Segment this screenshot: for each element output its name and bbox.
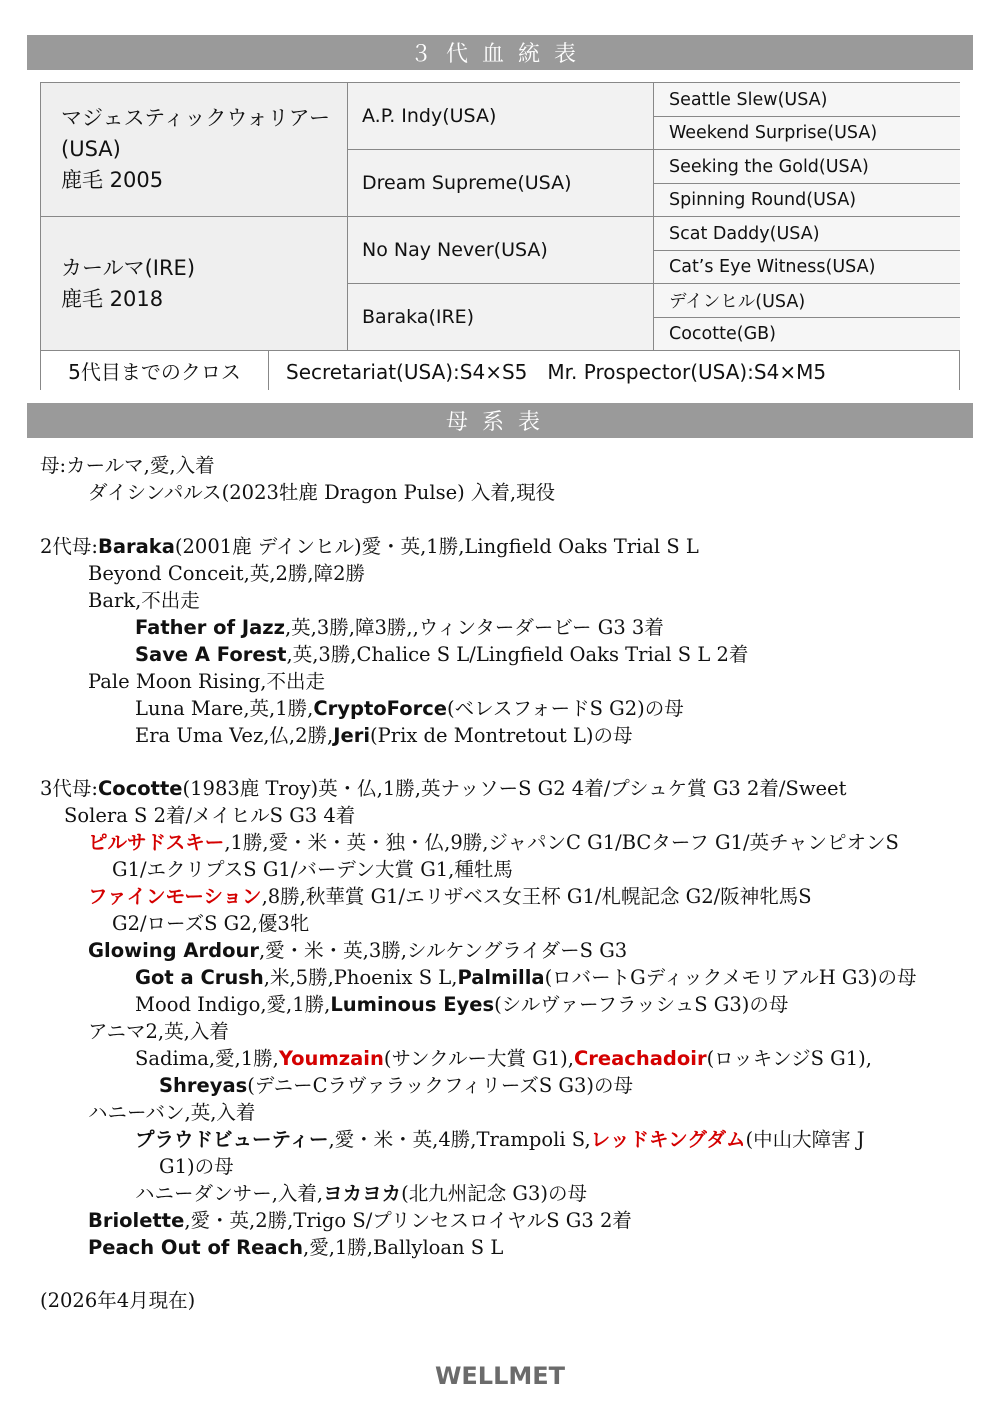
sire-origin: (USA) [61, 137, 121, 161]
dam-sire-cell [348, 217, 654, 284]
line-text: G1)の母 [159, 1155, 234, 1178]
horse-name: Glowing Ardour [88, 939, 259, 962]
horse-name: Briolette [88, 1209, 185, 1232]
horse-name: プラウドビューティー [135, 1128, 329, 1151]
g3-cell [654, 284, 960, 318]
family-line [135, 612, 664, 640]
g3-name: Seeking the Gold(USA) [669, 156, 869, 177]
line-text: (2001鹿 デインヒル)愛・英,1勝,Lingfield Oaks Trial S L [174, 535, 699, 558]
sire-dam-cell [348, 150, 654, 217]
line-text: (2026年4月現在) [40, 1289, 196, 1312]
cross-label: 5代目までのクロス [41, 351, 269, 390]
horse-name: Baraka [97, 535, 175, 558]
horse-name: レッドキングダム [590, 1128, 746, 1151]
g3-cell [654, 318, 960, 351]
line-text: ハニーダンサー,入着, [135, 1182, 324, 1205]
horse-name: Palmilla [457, 966, 545, 989]
g3-cell [654, 251, 960, 284]
family-line [88, 1097, 255, 1125]
pedigree-section-title: ３代血統表 [409, 42, 590, 67]
line-text: 2代母: [40, 535, 98, 558]
line-text: G2/ローズS G2,優3牝 [112, 912, 310, 935]
g3-cell [654, 117, 960, 150]
line-text: ,愛,1勝,Ballyloan S L [303, 1236, 504, 1259]
line-text: (シルヴァーフラッシュS G3)の母 [494, 993, 789, 1016]
line-text: ハニーバン,英,入着 [88, 1101, 256, 1124]
horse-name: Luminous Eyes [330, 993, 495, 1016]
g3-name: Spinning Round(USA) [669, 190, 857, 210]
line-text: Sadima,愛,1勝, [135, 1047, 279, 1070]
family-line [159, 1151, 234, 1179]
g3-name: Seattle Slew(USA) [669, 89, 828, 110]
pedigree-table [40, 82, 960, 390]
g3-name: Weekend Surprise(USA) [669, 123, 878, 143]
family-line [135, 1178, 587, 1206]
horse-name: ファインモーション [88, 885, 262, 908]
line-text: (1983鹿 Troy)英・仏,1勝,英ナッソーS G2 4着/プシュケ賞 G3 2着/Sweet [182, 777, 847, 800]
family-line [88, 477, 555, 505]
family-line [88, 1016, 229, 1044]
dam-sire-name: No Nay Never(USA) [362, 239, 548, 261]
family-line [135, 1043, 872, 1071]
line-text: Solera S 2着/メイヒルS G3 4着 [64, 804, 356, 827]
family-line [112, 854, 513, 882]
family-line [64, 800, 355, 828]
family-section-header [27, 403, 973, 438]
line-text: ,英,3勝,障3勝,,ウィンターダービー G3 3着 [284, 616, 664, 639]
family-line [88, 558, 365, 586]
sire-cell [41, 83, 348, 217]
cross-value: Secretariat(USA):S4×S5 Mr. Prospector(USA):S4×M5 [286, 360, 827, 384]
family-section-title: 母系表 [445, 410, 554, 435]
line-text: (北九州記念 G3)の母 [401, 1182, 588, 1205]
family-line [88, 1205, 632, 1233]
g3-name: デインヒル(USA) [669, 292, 806, 312]
dam-cell [41, 217, 348, 351]
horse-name: Cocotte [97, 777, 183, 800]
g3-name: Cat’s Eye Witness(USA) [669, 257, 876, 277]
as-of-date [40, 1285, 195, 1313]
line-text: (デニーCラヴァラックフィリーズS G3)の母 [247, 1074, 634, 1097]
line-text: Era Uma Vez,仏,2勝, [135, 724, 334, 747]
line-text: 母:カールマ,愛,入着 [40, 454, 215, 477]
dam-coat-year: 鹿毛 2018 [61, 286, 164, 311]
line-text: (中山大障害 J [745, 1128, 865, 1151]
line-text: ,愛・米・英,4勝,Trampoli S, [328, 1128, 591, 1151]
line-text: Bark,不出走 [88, 589, 200, 612]
wellmet-logo: WELLMET [434, 1362, 566, 1390]
cross-row [41, 351, 959, 390]
family-line [88, 935, 627, 963]
line-text: (サンクルー大賞 G1), [383, 1047, 574, 1070]
sire-sire-name: A.P. Indy(USA) [362, 105, 497, 127]
family-line [112, 908, 309, 936]
family-line [88, 585, 200, 613]
horse-name: CryptoForce [313, 697, 448, 720]
family-line [88, 1232, 503, 1260]
g3-cell [654, 150, 960, 184]
sire-sire-cell [348, 83, 654, 150]
family-line [135, 962, 917, 990]
family-line [135, 639, 748, 667]
dam-dam-cell [348, 284, 654, 351]
sire-coat-year: 鹿毛 2005 [61, 168, 164, 192]
family-line [40, 773, 846, 801]
line-text: アニマ2,英,入着 [88, 1020, 229, 1043]
horse-name: Got a Crush [135, 966, 264, 989]
g3-name: Cocotte(GB) [669, 324, 776, 344]
line-text: ,愛・米・英,3勝,シルケングライダーS G3 [258, 939, 628, 962]
horse-name: Peach Out of Reach [88, 1236, 303, 1259]
line-text: (ロバートGディックメモリアルH G3)の母 [544, 966, 917, 989]
family-line [135, 693, 684, 721]
horse-name: Father of Jazz [135, 616, 285, 639]
line-text: Luna Mare,英,1勝, [135, 697, 314, 720]
family-line [135, 989, 788, 1017]
g3-cell [654, 217, 960, 251]
dam-name: カールマ(IRE) [61, 255, 196, 280]
line-text: ダイシンパルス(2023牡鹿 Dragon Pulse) 入着,現役 [88, 481, 556, 504]
line-text: Beyond Conceit,英,2勝,障2勝 [88, 562, 366, 585]
line-text: (Prix de Montretout L)の母 [370, 724, 633, 747]
line-text: (ロッキンジS G1), [706, 1047, 872, 1070]
family-line [159, 1070, 633, 1098]
g3-name: Scat Daddy(USA) [669, 223, 820, 244]
line-text: (ベレスフォードS G2)の母 [447, 697, 684, 720]
horse-name: ヨカヨカ [323, 1182, 402, 1205]
line-text: ,米,5勝,Phoenix S L, [263, 966, 458, 989]
family-line [40, 450, 215, 478]
line-text: 3代母: [40, 777, 98, 800]
line-text: ,8勝,秋華賞 G1/エリザベス女王杯 G1/札幌記念 G2/阪神牝馬S [261, 885, 812, 908]
family-line [88, 666, 325, 694]
horse-name: Shreyas [159, 1074, 248, 1097]
pedigree-section-header [27, 35, 973, 70]
family-line [135, 1124, 865, 1152]
line-text: ,愛・英,2勝,Trigo S/プリンセスロイヤルS G3 2着 [184, 1209, 632, 1232]
horse-name: Save A Forest [135, 643, 287, 666]
dam-dam-name: Baraka(IRE) [362, 306, 475, 328]
horse-name: Youmzain [278, 1047, 384, 1070]
horse-name: Jeri [333, 724, 371, 747]
line-text: Pale Moon Rising,不出走 [88, 670, 325, 693]
g3-cell [654, 184, 960, 217]
family-line [135, 720, 632, 748]
line-text: ,英,3勝,Chalice S L/Lingfield Oaks Trial S L 2着 [286, 643, 749, 666]
sire-dam-name: Dream Supreme(USA) [362, 172, 572, 194]
line-text: ,1勝,愛・米・英・独・仏,9勝,ジャパンC G1/BCターフ G1/英チャンピオンS [224, 831, 899, 854]
horse-name: ピルサドスキー [88, 831, 225, 854]
family-line [40, 531, 699, 559]
horse-name: Creachadoir [574, 1047, 707, 1070]
line-text: Mood Indigo,愛,1勝, [135, 993, 331, 1016]
g3-cell [654, 83, 960, 117]
family-line [88, 881, 812, 909]
family-line [88, 827, 899, 855]
line-text: G1/エクリプスS G1/バーデン大賞 G1,種牡馬 [112, 858, 513, 881]
sire-name: マジェスティックウォリアー [61, 106, 331, 130]
